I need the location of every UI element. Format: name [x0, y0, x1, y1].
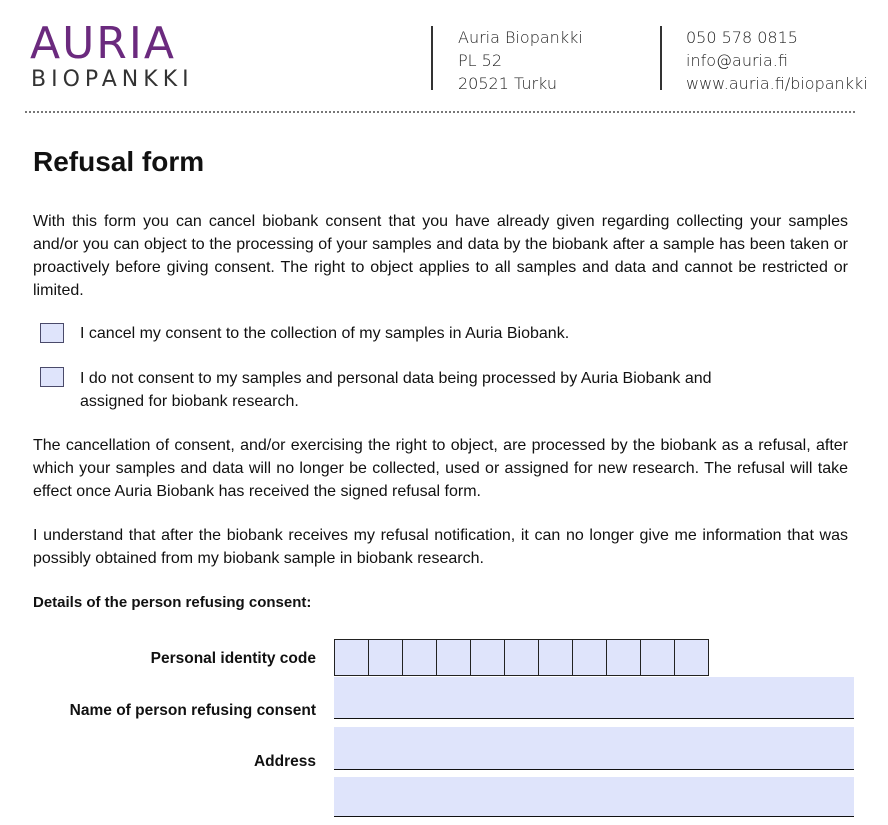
personal-id-digit-box[interactable] — [402, 639, 437, 676]
understanding-paragraph: I understand that after the biobank receives my refusal notification, it can no longer give me information that was possibly obtained from my biobank sample in biobank research. — [33, 527, 848, 567]
personal-id-digit-box[interactable] — [640, 639, 675, 676]
header-divider — [431, 26, 433, 90]
logo-wordmark: AURIA — [30, 18, 176, 69]
personal-id-digit-box[interactable] — [436, 639, 471, 676]
personal-id-digit-box[interactable] — [334, 639, 369, 676]
postal-address — [458, 26, 583, 95]
email-link[interactable]: info@auria.fi — [686, 51, 788, 70]
intro-paragraph: With this form you can cancel biobank consent that you have already given regarding collecting your samples and/or you can object to the processing of your samples and data by the biobank after a sample has been taken or proactively before giving consent. The right to object applies to all samples and data and cannot be restricted or limited. — [33, 213, 848, 299]
header-divider — [660, 26, 662, 90]
auria-logo — [30, 18, 220, 92]
details-heading: Details of the person refusing consent: — [33, 594, 312, 611]
address-field-line1[interactable] — [334, 727, 854, 770]
personal-id-digit-box[interactable] — [674, 639, 709, 676]
website-link[interactable]: www.auria.fi/biopankki — [686, 74, 868, 93]
address-field-line2[interactable] — [334, 777, 854, 817]
address-label: Address — [253, 753, 316, 770]
personal-id-input[interactable] — [334, 639, 709, 676]
header-separator — [25, 111, 855, 113]
cancel-collection-label: I cancel my consent to the collection of my samples in Auria Biobank. — [80, 325, 570, 342]
address-line: PL 52 — [458, 51, 503, 70]
object-processing-checkbox[interactable] — [40, 367, 64, 387]
refusal-paragraph: The cancellation of consent, and/or exercising the right to object, are processed by the biobank as a refusal, after which your samples and data will no longer be collected, used or assigned for new research. The refusal will take effect once Auria Biobank has received the signed refusal form. — [33, 437, 848, 500]
address-line: Auria Biopankki — [458, 28, 583, 47]
name-field[interactable] — [334, 677, 854, 719]
object-processing-label: I do not consent to my samples and personal data being processed by Auria Biobank and assigned for biobank research. — [80, 370, 712, 410]
address-line: 20521 Turku — [458, 74, 557, 93]
personal-id-digit-box[interactable] — [606, 639, 641, 676]
contact-info — [686, 26, 868, 95]
logo-subtitle: BIOPANKKI — [31, 67, 194, 92]
personal-id-digit-box[interactable] — [368, 639, 403, 676]
personal-id-digit-box[interactable] — [504, 639, 539, 676]
personal-id-label: Personal identity code — [150, 650, 316, 667]
name-label: Name of person refusing consent — [69, 702, 316, 719]
personal-id-digit-box[interactable] — [538, 639, 573, 676]
phone-number: 050 578 0815 — [686, 28, 798, 47]
cancel-collection-checkbox[interactable] — [40, 323, 64, 343]
personal-id-digit-box[interactable] — [470, 639, 505, 676]
page-title: Refusal form — [33, 146, 205, 177]
personal-id-digit-box[interactable] — [572, 639, 607, 676]
